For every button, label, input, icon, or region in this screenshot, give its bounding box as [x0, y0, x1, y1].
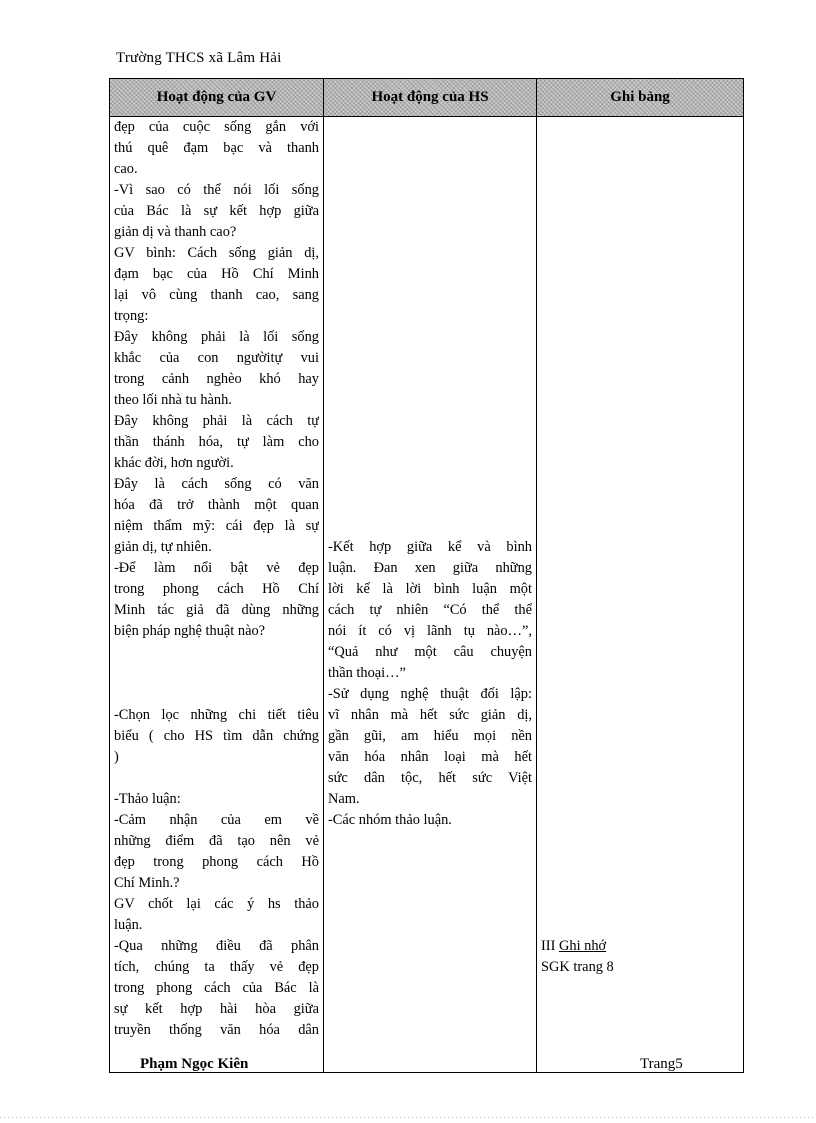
ghi-nho-note: SGK trang 8	[541, 959, 614, 975]
teacher-text-line: trọng:	[114, 308, 149, 324]
teacher-text-line: truyền thống văn hóa dân	[114, 1022, 319, 1038]
teacher-text-line: biểu ( cho HS tìm dẫn chứng	[114, 728, 319, 744]
board-notes-text	[541, 936, 739, 978]
author-name: Phạm Ngọc Kiên	[140, 1056, 249, 1072]
teacher-text-line: những điểm đã tạo nên vẻ	[114, 833, 319, 849]
section-heading: Ghi nhớ	[558, 938, 607, 954]
teacher-text-line	[114, 768, 319, 789]
teacher-text-line	[114, 642, 319, 663]
teacher-text-line: -Chọn lọc những chi tiết tiêu	[114, 707, 319, 723]
teacher-text-line: hóa đã trở thành một quan	[114, 497, 319, 513]
teacher-text-line: lại vô cùng thanh cao, sang	[114, 287, 319, 303]
teacher-text-line: -Thảo luận:	[114, 791, 181, 807]
teacher-text-line: của Bác là sự kết hợp giữa	[114, 203, 319, 219]
column-header-board: Ghi bảng	[537, 79, 744, 117]
student-text-line: -Các nhóm thảo luận.	[328, 812, 452, 828]
teacher-activity-text	[114, 117, 319, 1041]
teacher-text-line: trong cảnh nghèo khó hay	[114, 371, 319, 387]
table-row	[110, 117, 744, 1073]
teacher-text-line: tích, chúng ta thấy vẻ đẹp	[114, 959, 319, 975]
teacher-text-line: biện pháp nghệ thuật nào?	[114, 623, 266, 639]
page-bottom-divider	[0, 1117, 816, 1118]
board-notes-cell	[537, 117, 744, 1073]
teacher-text-line: giản dị và thanh cao?	[114, 224, 237, 240]
teacher-text-line: thần thánh hóa, tự làm cho	[114, 434, 319, 450]
table-header-row	[110, 79, 744, 117]
teacher-text-line: -Vì sao có thể nói lối sống	[114, 182, 319, 198]
teacher-text-line: GV chốt lại các ý hs thảo	[114, 896, 319, 912]
teacher-text-line: -Để làm nổi bật vẻ đẹp	[114, 560, 319, 576]
section-number: III	[541, 938, 559, 954]
teacher-text-line: giản dị, tự nhiên.	[114, 539, 212, 555]
student-text-line: thần thoại…”	[328, 665, 406, 681]
page-number: Trang5	[640, 1056, 683, 1072]
column-header-student: Hoạt động của HS	[324, 79, 537, 117]
student-text-line: nói ít có vị lãnh tụ nào…”,	[328, 623, 532, 639]
school-name: Trường THCS xã Lâm Hải	[116, 50, 282, 66]
teacher-text-line: Đây không phải là cách tự	[114, 413, 319, 429]
teacher-text-line: trong phong cách của Bác là	[114, 980, 319, 996]
teacher-text-line: -Cảm nhận của em về	[114, 812, 319, 828]
student-text-line: “Quả như một câu chuyện	[328, 644, 532, 660]
teacher-text-line: Đây không phải là lối sống	[114, 329, 319, 345]
lesson-table	[109, 78, 744, 1073]
student-activity-cell	[324, 117, 537, 1073]
student-text-line: luận. Đan xen giữa những	[328, 560, 532, 576]
student-text-line: vĩ nhân mà hết sức giản dị,	[328, 707, 532, 723]
teacher-text-line: Minh tác giả đã dùng những	[114, 602, 319, 618]
student-text-line: -Kết hợp giữa kể và bình	[328, 539, 532, 555]
ghi-nho-heading	[541, 936, 739, 957]
teacher-text-line: khắc của con ngườitự vui	[114, 350, 319, 366]
column-header-teacher: Hoạt động của GV	[110, 79, 324, 117]
teacher-text-line: đạm bạc của Hồ Chí Minh	[114, 266, 319, 282]
student-text-line: Nam.	[328, 791, 360, 807]
student-activity-text	[328, 537, 532, 831]
student-text-line: sức dân tộc, hết sức Việt	[328, 770, 532, 786]
student-text-line: gần gũi, am hiểu mọi nền	[328, 728, 532, 744]
teacher-text-line: Đây là cách sống có văn	[114, 476, 319, 492]
teacher-text-line: đẹp trong phong cách Hồ	[114, 854, 319, 870]
teacher-activity-cell	[110, 117, 324, 1073]
teacher-text-line: -Qua những điều đã phân	[114, 938, 319, 954]
teacher-text-line: đẹp của cuộc sống gắn với	[114, 119, 319, 135]
teacher-text-line	[114, 684, 319, 705]
teacher-text-line: thú quê đạm bạc và thanh	[114, 140, 319, 156]
student-text-line: lời kể là lời bình luận một	[328, 581, 532, 597]
teacher-text-line: niệm thẩm mỹ: cái đẹp là sự	[114, 518, 319, 534]
student-text-line: văn hóa nhân loại mà hết	[328, 749, 532, 765]
student-text-line: -Sử dụng nghệ thuật đối lập:	[328, 686, 532, 702]
teacher-text-line: )	[114, 749, 119, 765]
teacher-text-line: Chí Minh.?	[114, 875, 180, 891]
teacher-text-line: trong phong cách Hồ Chí	[114, 581, 319, 597]
teacher-text-line: khác đời, hơn người.	[114, 455, 234, 471]
teacher-text-line: theo lối nhà tu hành.	[114, 392, 232, 408]
teacher-text-line	[114, 663, 319, 684]
student-text-line: cách tự nhiên “Có thể thể	[328, 602, 532, 618]
teacher-text-line: luận.	[114, 917, 143, 933]
teacher-text-line: sự kết hợp hài hòa giữa	[114, 1001, 319, 1017]
teacher-text-line: cao.	[114, 161, 138, 177]
teacher-text-line: GV bình: Cách sống giản dị,	[114, 245, 319, 261]
